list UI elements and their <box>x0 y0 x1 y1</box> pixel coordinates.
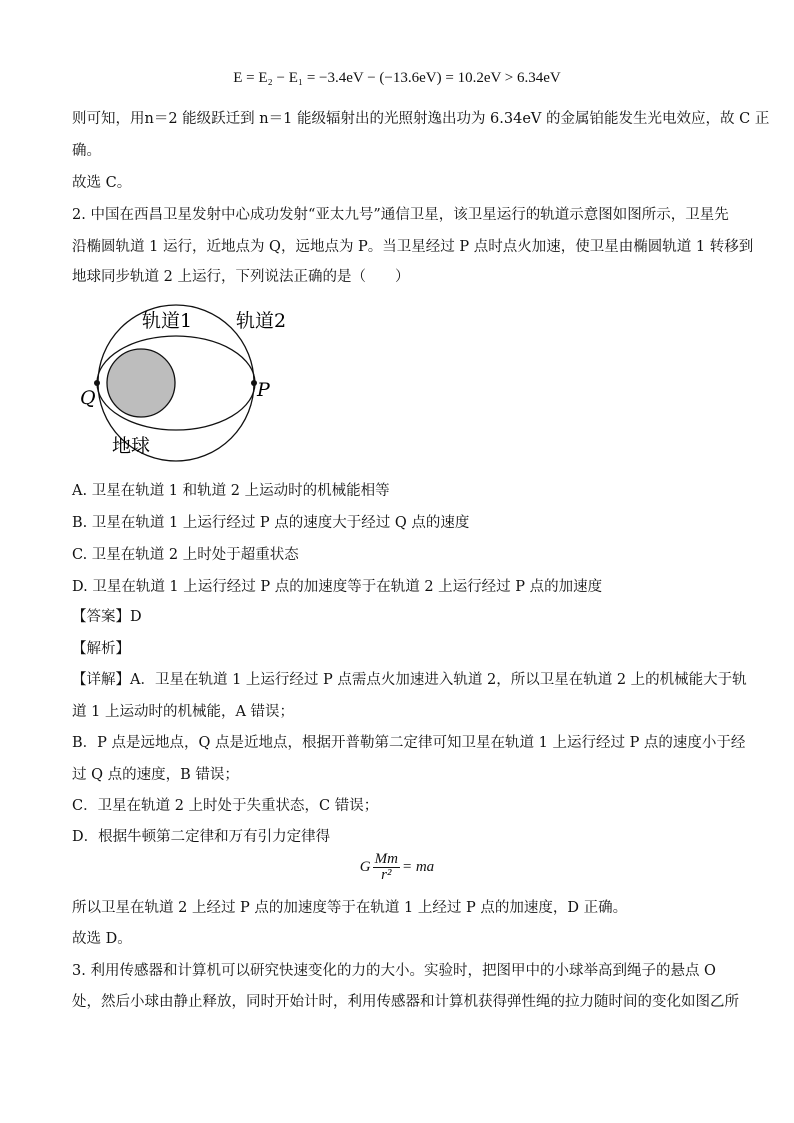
orbit-diagram <box>72 302 312 462</box>
formula-denominator: r² <box>381 867 392 883</box>
formula-numerator: Mm <box>374 851 398 867</box>
q2-option-c: C. 卫星在轨道 2 上时处于超重状态 <box>72 547 299 563</box>
q2-final-answer: 故选 D。 <box>72 931 132 947</box>
q2-option-d: D. 卫星在轨道 1 上运行经过 P 点的加速度等于在轨道 2 上运行经过 P 点的加速度 <box>72 579 603 595</box>
q2-option-a: A. 卫星在轨道 1 和轨道 2 上运动时的机械能相等 <box>72 483 390 499</box>
formula-rhs: = ma <box>401 858 435 875</box>
q1-text-line-1: 则可知，用n＝2 能级跃迁到 n＝1 能级辐射出的光照射逸出功为 6.34eV 的金属铂能发生光电效应，故 C 正 <box>72 111 770 127</box>
q-label: Q <box>80 387 96 409</box>
q2-stem-line-1: 2. 中国在西昌卫星发射中心成功发射“亚太九号”通信卫星，该卫星运行的轨道示意图如图所示，卫星先 <box>72 207 729 223</box>
q2-detail-line-2: 道 1 上运动时的机械能，A 错误； <box>72 704 295 720</box>
orbit-1-label: 轨道1 <box>142 310 193 332</box>
formula-g: G <box>359 858 371 875</box>
q3-stem-line-2: 处，然后小球由静止释放，同时开始计时，利用传感器和计算机获得弹性绳的拉力随时间的变化如图乙所 <box>72 994 739 1010</box>
point-q-dot <box>94 380 100 386</box>
q2-detail-line-3: B．P 点是远地点，Q 点是近地点，根据开普勒第二定律可知卫星在轨道 1 上运行经过 P 点的速度小于经 <box>72 735 746 751</box>
q1-text-line-2: 确。 <box>72 143 101 159</box>
q2-detail-line-6: D．根据牛顿第二定律和万有引力定律得 <box>72 829 331 845</box>
q1-final-answer: 故选 C。 <box>72 175 132 191</box>
q2-detail-line-5: C．卫星在轨道 2 上时处于失重状态，C 错误； <box>72 798 379 814</box>
q2-conclusion: 所以卫星在轨道 2 上经过 P 点的加速度等于在轨道 1 上经过 P 点的加速度，D 正确。 <box>72 900 628 916</box>
q2-stem-line-2: 沿椭圆轨道 1 运行，近地点为 Q，远地点为 P。当卫星经过 P 点时点火加速，使卫星由椭圆轨道 1 转移到 <box>72 239 754 255</box>
gravitation-formula <box>0 852 794 883</box>
q2-option-b: B. 卫星在轨道 1 上运行经过 P 点的速度大于经过 Q 点的速度 <box>72 515 470 531</box>
earth-label: 地球 <box>112 435 151 457</box>
orbit-2-label: 轨道2 <box>236 310 287 332</box>
energy-formula: E = E₂ − E₁ = −3.4eV − (−13.6eV) = 10.2eV > 6.34eV <box>233 70 561 86</box>
formula-fraction <box>373 852 400 883</box>
q3-stem-line-1: 3. 利用传感器和计算机可以研究快速变化的力的大小。实验时，把图甲中的小球举高到绳子的悬点 O <box>72 963 716 979</box>
q2-analysis-heading: 【解析】 <box>72 641 130 657</box>
q2-detail-line-4: 过 Q 点的速度，B 错误； <box>72 767 239 783</box>
earth-circle <box>107 349 175 417</box>
q2-stem-line-3: 地球同步轨道 2 上运行，下列说法正确的是（ ） <box>72 269 410 285</box>
q2-detail-line-1: 【详解】A．卫星在轨道 1 上运行经过 P 点需点火加速进入轨道 2，所以卫星在轨道 2 上的机械能大于轨 <box>72 672 747 688</box>
p-label: P <box>257 379 270 401</box>
q2-answer: 【答案】D <box>72 609 142 625</box>
